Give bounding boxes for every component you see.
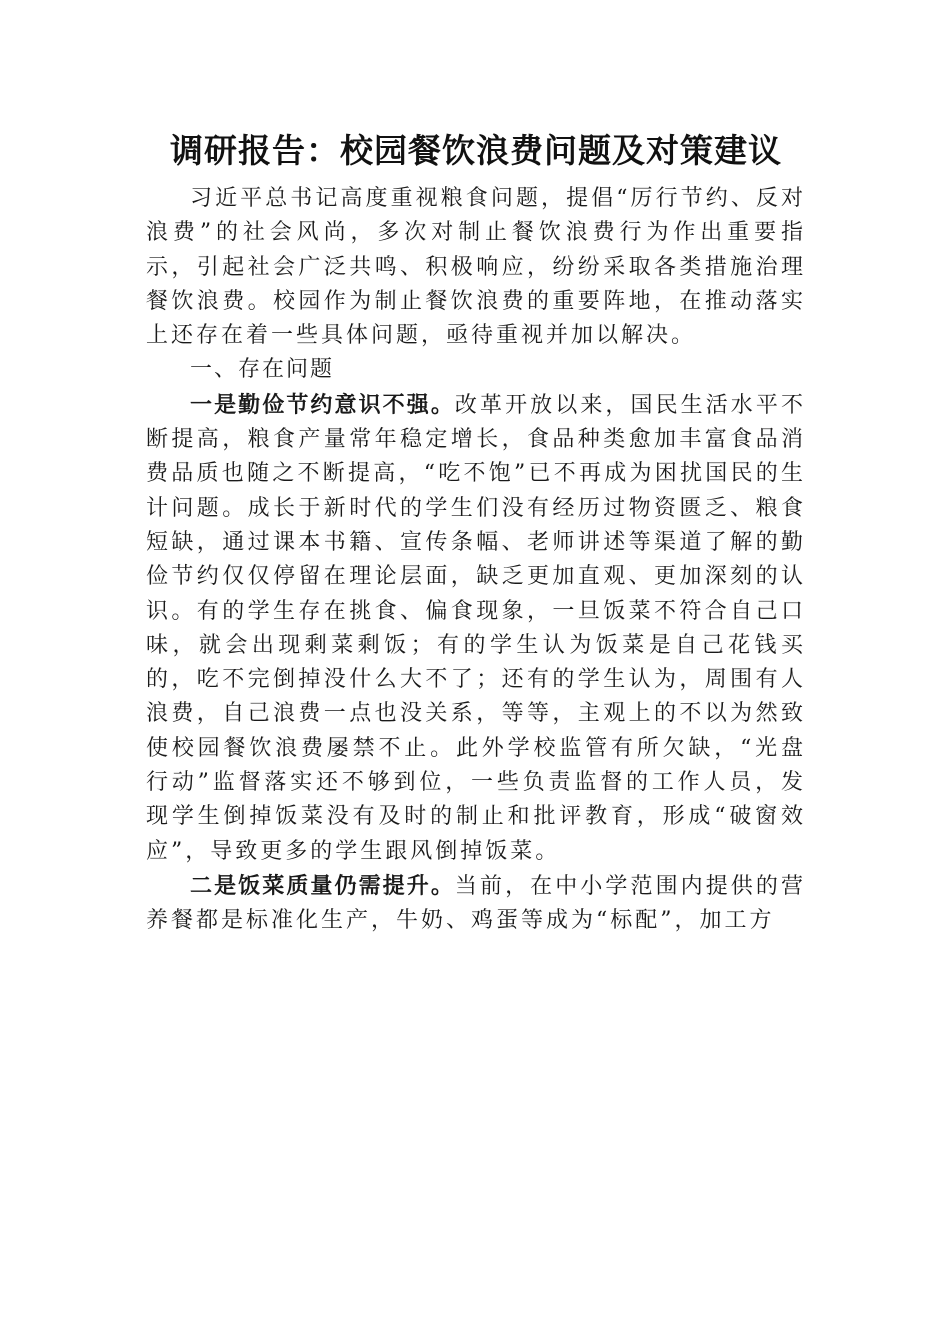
document-content <box>146 128 806 939</box>
intro-paragraph: 习近平总书记高度重视粮食问题，提倡“厉行节约、反对浪费”的社会风尚，多次对制止餐饮浪费行为作出重要指示，引起社会广泛共鸣、积极响应，纷纷采取各类措施治理餐饮浪费。校园作为制止餐饮浪费的重要阵地，在推动落实上还存在着一些具体问题，亟待重视并加以解决。 <box>146 186 806 349</box>
document-body <box>146 182 806 939</box>
problem-1-lead: 一是勤俭节约意识不强。 <box>190 391 455 418</box>
section-heading-problems: 一、存在问题 <box>190 357 335 383</box>
problem-paragraph-2 <box>146 869 806 939</box>
problem-paragraph-1 <box>146 388 806 869</box>
document-title: 调研报告：校园餐饮浪费问题及对策建议 <box>170 131 782 170</box>
problem-2-lead: 二是饭菜质量仍需提升。 <box>190 872 455 899</box>
problem-1-text: 改革开放以来，国民生活水平不断提高，粮食产量常年稳定增长，食品种类愈加丰富食品消费品质也随之不断提高，“吃不饱”已不再成为困扰国民的生计问题。成长于新时代的学生们没有经历过物资匮乏、粮食短缺，通过课本书籍、宣传条幅、老师讲述等渠道了解的勤俭节约仅仅停留在理论层面，缺乏更加直观、更加深刻的认识。有的学生存在挑食、偏食现象，一旦饭菜不符合自己口味，就会出现剩菜剩饭；有的学生认为饭菜是自己花钱买的，吃不完倒掉没什么大不了；还有的学生认为，周围有人浪费，自己浪费一点也没关系，等等，主观上的不以为然致使校园餐饮浪费屡禁不止。此外学校监管有所欠缺，“光盘行动”监督落实还不够到位，一些负责监督的工作人员，发现学生倒掉饭菜没有及时的制止和批评教育，形成“破窗效应”，导致更多的学生跟风倒掉饭菜。 <box>146 392 806 864</box>
problem-2-text: 当前，在中小学范围内提供的营养餐都是标准化生产，牛奶、鸡蛋等成为“标配”，加工方 <box>146 873 806 934</box>
